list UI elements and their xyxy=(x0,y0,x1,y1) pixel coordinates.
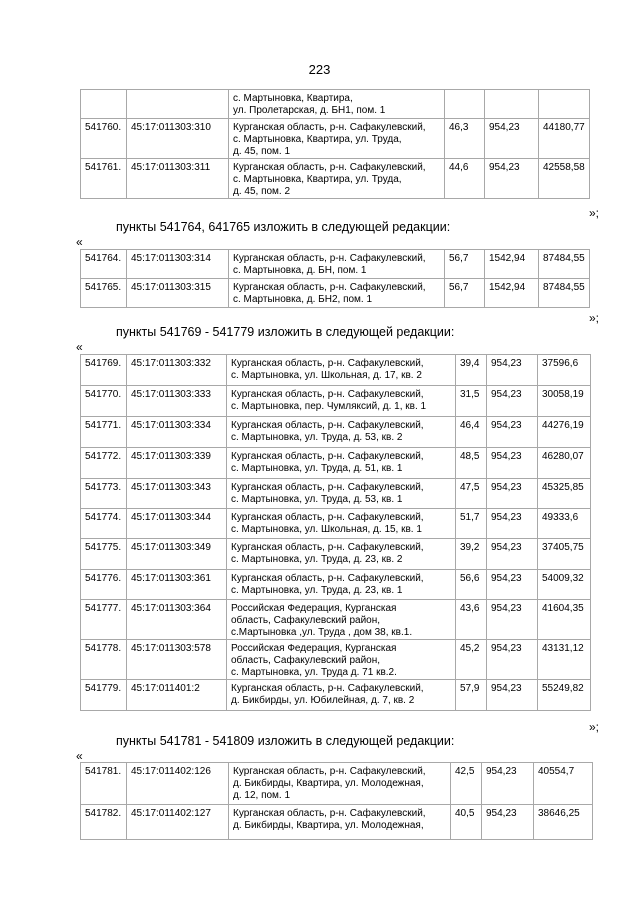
price-cell xyxy=(485,90,539,119)
address-cell xyxy=(229,805,451,840)
cadastral-number-cell: 45:17:011303:310 xyxy=(127,119,229,159)
value-cell: 42558,58 xyxy=(539,159,590,199)
address-line: с. Мартыновка, д. БН, пом. 1 xyxy=(233,265,367,276)
price-cell: 954,23 xyxy=(487,509,538,539)
value-cell: 43131,12 xyxy=(538,640,591,680)
address-line: Курганская область, р-н. Сафакулевский, xyxy=(231,512,424,523)
area-cell: 56,6 xyxy=(456,570,487,600)
area-cell: 47,5 xyxy=(456,479,487,509)
value-cell: 87484,55 xyxy=(539,279,590,308)
cadastral-number-cell: 45:17:011303:361 xyxy=(127,570,227,600)
area-cell: 45,2 xyxy=(456,640,487,680)
address-line: Курганская область, р-н. Сафакулевский, xyxy=(231,451,424,462)
address-line: Курганская область, р-н. Сафакулевский, xyxy=(233,122,426,133)
row-number-cell: 541764. xyxy=(81,250,127,279)
area-cell: 43,6 xyxy=(456,600,487,640)
value-cell: 87484,55 xyxy=(539,250,590,279)
address-cell xyxy=(227,600,456,640)
price-cell: 1542,94 xyxy=(485,279,539,308)
table-row xyxy=(81,119,590,159)
address-line: с. Мартыновка, ул. Труда, д. 23, кв. 2 xyxy=(231,554,403,565)
area-cell xyxy=(445,90,485,119)
row-number-cell: 541769. xyxy=(81,355,127,386)
price-cell: 954,23 xyxy=(485,159,539,199)
value-cell: 49333,6 xyxy=(538,509,591,539)
cadastral-number-cell: 45:17:011303:314 xyxy=(127,250,229,279)
address-line: д. Бикбирды, Квартира, ул. Молодежная, xyxy=(233,820,424,831)
cadastral-number-cell: 45:17:011303:315 xyxy=(127,279,229,308)
address-line: д. Бикбирды, ул. Юбилейная, д. 7, кв. 2 xyxy=(231,695,415,706)
area-cell: 57,9 xyxy=(456,680,487,711)
area-cell: 40,5 xyxy=(451,805,482,840)
open-mark-2: « xyxy=(76,340,83,354)
address-line: область, Сафакулевский район, xyxy=(231,615,381,626)
table-row xyxy=(81,448,591,479)
table-2 xyxy=(80,249,590,308)
close-mark-1: »; xyxy=(589,206,600,220)
table-1 xyxy=(80,89,590,199)
address-cell xyxy=(227,355,456,386)
address-line: с. Мартыновка, ул. Школьная, д. 17, кв. 2 xyxy=(231,370,422,381)
address-line: Российская Федерация, Курганская xyxy=(231,603,397,614)
price-cell: 954,23 xyxy=(487,355,538,386)
paragraph-2: пункты 541769 - 541779 изложить в следующей редакции: xyxy=(116,325,455,339)
cadastral-number-cell: 45:17:011402:127 xyxy=(127,805,229,840)
address-line: с. Мартыновка, ул. Труда, д. 53, кв. 1 xyxy=(231,494,403,505)
address-line: Курганская область, р-н. Сафакулевский, xyxy=(233,162,426,173)
paragraph-3: пункты 541781 - 541809 изложить в следующей редакции: xyxy=(116,734,455,748)
row-number-cell: 541761. xyxy=(81,159,127,199)
row-number-cell: 541771. xyxy=(81,417,127,448)
table-4 xyxy=(80,762,593,840)
row-number-cell: 541778. xyxy=(81,640,127,680)
paragraph-1: пункты 541764, 641765 изложить в следующей редакции: xyxy=(116,220,451,234)
address-line: с. Мартыновка, д. БН2, пом. 1 xyxy=(233,294,373,305)
row-number-cell: 541772. xyxy=(81,448,127,479)
address-line: с. Мартыновка, Квартира, xyxy=(233,93,353,104)
price-cell: 954,23 xyxy=(487,479,538,509)
row-number-cell: 541779. xyxy=(81,680,127,711)
address-line: с. Мартыновка, ул. Труда д. 71 кв.2. xyxy=(231,667,397,678)
cadastral-number-cell: 45:17:011303:578 xyxy=(127,640,227,680)
row-number-cell: 541781. xyxy=(81,763,127,805)
price-cell: 954,23 xyxy=(485,119,539,159)
address-line: Курганская область, р-н. Сафакулевский, xyxy=(233,766,426,777)
value-cell: 40554,7 xyxy=(534,763,593,805)
address-cell xyxy=(227,680,456,711)
address-line: ул. Пролетарская, д. БН1, пом. 1 xyxy=(233,105,386,116)
address-cell xyxy=(229,119,445,159)
cadastral-number-cell: 45:17:011303:332 xyxy=(127,355,227,386)
cadastral-number-cell: 45:17:011303:339 xyxy=(127,448,227,479)
value-cell: 54009,32 xyxy=(538,570,591,600)
value-cell: 46280,07 xyxy=(538,448,591,479)
price-cell: 954,23 xyxy=(487,640,538,680)
address-line: с. Мартыновка, ул. Труда, д. 53, кв. 2 xyxy=(231,432,403,443)
price-cell: 954,23 xyxy=(487,539,538,570)
address-line: Курганская область, р-н. Сафакулевский, xyxy=(231,482,424,493)
area-cell: 46,3 xyxy=(445,119,485,159)
area-cell: 44,6 xyxy=(445,159,485,199)
value-cell: 38646,25 xyxy=(534,805,593,840)
row-number-cell: 541760. xyxy=(81,119,127,159)
area-cell: 39,2 xyxy=(456,539,487,570)
table-row xyxy=(81,763,593,805)
address-cell xyxy=(227,386,456,417)
row-number-cell: 541773. xyxy=(81,479,127,509)
value-cell: 55249,82 xyxy=(538,680,591,711)
table-row xyxy=(81,90,590,119)
table-row xyxy=(81,479,591,509)
price-cell: 954,23 xyxy=(482,805,534,840)
cadastral-number-cell: 45:17:011402:126 xyxy=(127,763,229,805)
address-line: Курганская область, р-н. Сафакулевский, xyxy=(231,358,424,369)
price-cell: 954,23 xyxy=(487,448,538,479)
page-number: 223 xyxy=(308,62,331,77)
price-cell: 954,23 xyxy=(487,570,538,600)
price-cell: 1542,94 xyxy=(485,250,539,279)
cadastral-number-cell: 45:17:011303:344 xyxy=(127,509,227,539)
cadastral-number-cell: 45:17:011303:364 xyxy=(127,600,227,640)
address-cell xyxy=(227,479,456,509)
address-cell xyxy=(229,279,445,308)
address-cell xyxy=(229,763,451,805)
address-cell xyxy=(227,640,456,680)
row-number-cell: 541770. xyxy=(81,386,127,417)
row-number-cell: 541776. xyxy=(81,570,127,600)
cadastral-number-cell: 45:17:011303:349 xyxy=(127,539,227,570)
value-cell: 44180,77 xyxy=(539,119,590,159)
address-cell xyxy=(229,250,445,279)
table-row xyxy=(81,509,591,539)
table-row xyxy=(81,570,591,600)
address-line: область, Сафакулевский район, xyxy=(231,655,381,666)
cadastral-number-cell: 45:17:011303:311 xyxy=(127,159,229,199)
address-cell xyxy=(229,90,445,119)
price-cell: 954,23 xyxy=(487,386,538,417)
cadastral-number-cell: 45:17:011303:334 xyxy=(127,417,227,448)
address-line: с. Мартыновка, Квартира, ул. Труда, xyxy=(233,174,402,185)
address-line: д. Бикбирды, Квартира, ул. Молодежная, xyxy=(233,778,424,789)
address-line: Курганская область, р-н. Сафакулевский, xyxy=(231,389,424,400)
address-line: д. 12, пом. 1 xyxy=(233,790,291,801)
area-cell: 46,4 xyxy=(456,417,487,448)
address-line: с.Мартыновка ,ул. Труда , дом 38, кв.1. xyxy=(231,627,413,638)
price-cell: 954,23 xyxy=(487,417,538,448)
value-cell: 44276,19 xyxy=(538,417,591,448)
cadastral-number-cell: 45:17:011303:333 xyxy=(127,386,227,417)
row-number-cell: 541765. xyxy=(81,279,127,308)
area-cell: 39,4 xyxy=(456,355,487,386)
area-cell: 42,5 xyxy=(451,763,482,805)
row-number-cell: 541782. xyxy=(81,805,127,840)
address-line: Курганская область, р-н. Сафакулевский, xyxy=(233,253,426,264)
area-cell: 31,5 xyxy=(456,386,487,417)
address-line: Курганская область, р-н. Сафакулевский, xyxy=(231,542,424,553)
address-line: с. Мартыновка, Квартира, ул. Труда, xyxy=(233,134,402,145)
address-line: с. Мартыновка, ул. Труда, д. 23, кв. 1 xyxy=(231,585,403,596)
address-line: Российская Федерация, Курганская xyxy=(231,643,397,654)
address-line: с. Мартыновка, ул. Школьная, д. 15, кв. 1 xyxy=(231,524,422,535)
value-cell: 30058,19 xyxy=(538,386,591,417)
address-line: Курганская область, р-н. Сафакулевский, xyxy=(231,420,424,431)
address-line: с. Мартыновка, ул. Труда, д. 51, кв. 1 xyxy=(231,463,403,474)
cadastral-number-cell xyxy=(127,90,229,119)
address-cell xyxy=(227,509,456,539)
table-row xyxy=(81,250,590,279)
table-row xyxy=(81,600,591,640)
table-3 xyxy=(80,354,591,711)
address-line: д. 45, пом. 1 xyxy=(233,146,291,157)
address-cell xyxy=(227,570,456,600)
row-number-cell: 541775. xyxy=(81,539,127,570)
area-cell: 51,7 xyxy=(456,509,487,539)
row-number-cell: 541777. xyxy=(81,600,127,640)
address-cell xyxy=(229,159,445,199)
address-cell xyxy=(227,448,456,479)
value-cell: 41604,35 xyxy=(538,600,591,640)
open-mark-3: « xyxy=(76,749,83,763)
cadastral-number-cell: 45:17:011401:2 xyxy=(127,680,227,711)
row-number-cell: 541774. xyxy=(81,509,127,539)
table-row xyxy=(81,355,591,386)
value-cell: 37596,6 xyxy=(538,355,591,386)
area-cell: 56,7 xyxy=(445,250,485,279)
address-line: с. Мартыновка, пер. Чумляксий, д. 1, кв. 1 xyxy=(231,401,427,412)
table-row xyxy=(81,159,590,199)
table-row xyxy=(81,640,591,680)
cadastral-number-cell: 45:17:011303:343 xyxy=(127,479,227,509)
row-number-cell xyxy=(81,90,127,119)
address-line: д. 45, пом. 2 xyxy=(233,186,291,197)
address-line: Курганская область, р-н. Сафакулевский, xyxy=(231,573,424,584)
area-cell: 48,5 xyxy=(456,448,487,479)
table-row xyxy=(81,805,593,840)
close-mark-3: »; xyxy=(589,720,600,734)
price-cell: 954,23 xyxy=(487,680,538,711)
address-cell xyxy=(227,539,456,570)
area-cell: 56,7 xyxy=(445,279,485,308)
address-line: Курганская область, р-н. Сафакулевский, xyxy=(231,683,424,694)
address-line: Курганская область, р-н. Сафакулевский, xyxy=(233,808,426,819)
table-row xyxy=(81,386,591,417)
price-cell: 954,23 xyxy=(482,763,534,805)
value-cell xyxy=(539,90,590,119)
table-row xyxy=(81,539,591,570)
address-line: Курганская область, р-н. Сафакулевский, xyxy=(233,282,426,293)
table-row xyxy=(81,279,590,308)
open-mark-1: « xyxy=(76,235,83,249)
value-cell: 37405,75 xyxy=(538,539,591,570)
price-cell: 954,23 xyxy=(487,600,538,640)
close-mark-2: »; xyxy=(589,311,600,325)
table-row xyxy=(81,417,591,448)
address-cell xyxy=(227,417,456,448)
value-cell: 45325,85 xyxy=(538,479,591,509)
table-row xyxy=(81,680,591,711)
